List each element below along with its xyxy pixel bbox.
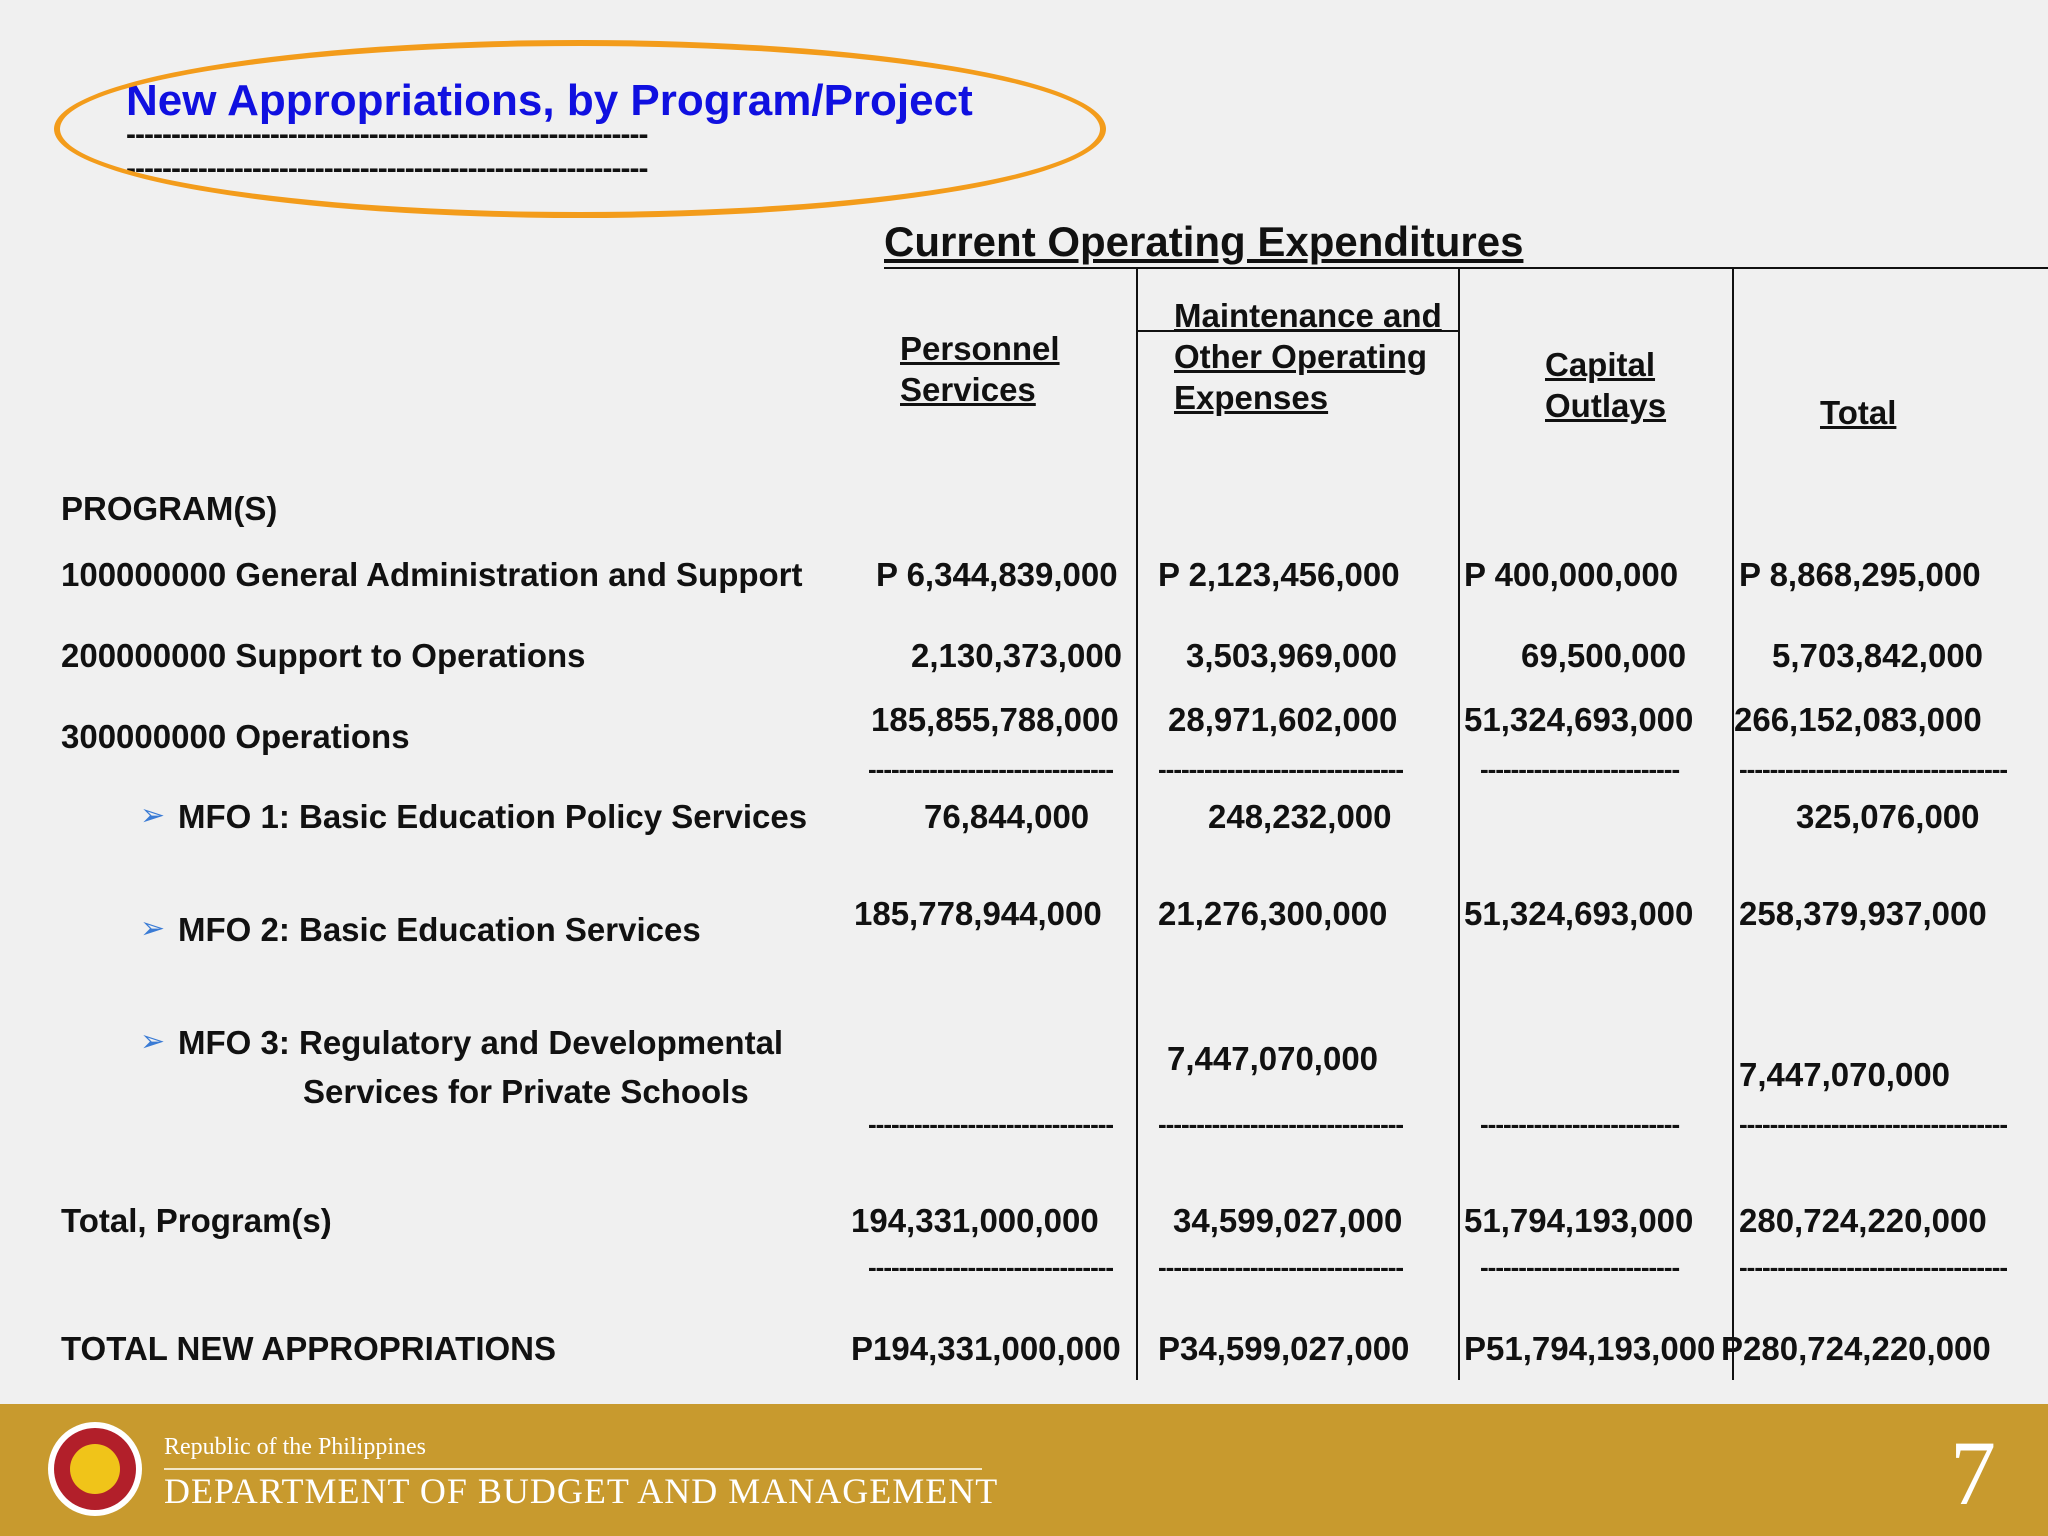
- cell-gas-mooe: P 2,123,456,000: [1158, 556, 1400, 593]
- cell-gas-ps: P 6,344,839,000: [876, 556, 1118, 593]
- subtotal-dashes-mooe: --------------------------------: [1158, 1252, 1404, 1282]
- subtotal-dashes-total: -----------------------------------: [1739, 1109, 2008, 1139]
- subtotal-dashes-ps: --------------------------------: [868, 1109, 1114, 1139]
- row-label-mfo3-line1: MFO 3: Regulatory and Developmental: [178, 1024, 784, 1061]
- highlight-ellipse: [54, 40, 1106, 218]
- page-number: 7: [1950, 1422, 1996, 1524]
- row-label-ops: 300000000 Operations: [61, 718, 410, 755]
- subtotal-dashes-mooe: --------------------------------: [1158, 1109, 1404, 1139]
- column-header-line: Personnel: [900, 330, 1060, 367]
- cell-mfo3-total: 7,447,070,000: [1739, 1056, 1951, 1093]
- row-label-mfo3-line2: Services for Private Schools: [303, 1073, 749, 1110]
- cell-mfo1-total: 325,076,000: [1796, 798, 1980, 835]
- slide-title: New Appropriations, by Program/Project: [126, 76, 973, 125]
- cell-total-programs-co: 51,794,193,000: [1464, 1202, 1694, 1239]
- row-label-mfo1: MFO 1: Basic Education Policy Services: [178, 798, 808, 835]
- cell-sto-co: 69,500,000: [1521, 637, 1687, 674]
- row-label-total-programs: Total, Program(s): [61, 1202, 332, 1239]
- column-header-line: Maintenance and: [1174, 297, 1442, 334]
- arrow-bullet-icon: ➢: [140, 1025, 166, 1058]
- cell-total-programs-ps: 194,331,000,000: [851, 1202, 1099, 1239]
- cell-sto-ps: 2,130,373,000: [911, 637, 1123, 674]
- cell-total-new-co: P51,794,193,000: [1464, 1330, 1716, 1367]
- cell-mfo2-mooe: 21,276,300,000: [1158, 895, 1388, 932]
- subtotal-dashes-total: -----------------------------------: [1739, 1252, 2008, 1282]
- current-operating-expenditures-heading: Current Operating Expenditures: [884, 218, 1524, 265]
- cell-total-new-total: P280,724,220,000: [1721, 1330, 1991, 1367]
- cell-sto-total: 5,703,842,000: [1772, 637, 1984, 674]
- arrow-bullet-icon: ➢: [140, 912, 166, 945]
- subtotal-dashes-ps: --------------------------------: [868, 754, 1114, 784]
- title-dash-line-2: ----------------------------------------------------------: [126, 152, 648, 185]
- column-header-line: Services: [900, 371, 1036, 408]
- cell-gas-total: P 8,868,295,000: [1739, 556, 1981, 593]
- column-header-line: Other Operating: [1174, 338, 1428, 375]
- cell-ops-total: 266,152,083,000: [1734, 701, 1982, 738]
- cell-ops-co: 51,324,693,000: [1464, 701, 1694, 738]
- cell-gas-co: P 400,000,000: [1464, 556, 1679, 593]
- cell-ops-ps: 185,855,788,000: [871, 701, 1119, 738]
- row-label-gas: 100000000 General Administration and Support: [61, 556, 803, 593]
- footer-department-text: DEPARTMENT OF BUDGET AND MANAGEMENT: [164, 1471, 999, 1511]
- column-header-capital-outlays: [1545, 344, 1666, 426]
- subtotal-dashes-ps: --------------------------------: [868, 1252, 1114, 1282]
- column-header-mooe: [1174, 295, 1442, 418]
- title-dash-line-1: ----------------------------------------------------------: [126, 118, 648, 151]
- column-divider-2: [1458, 268, 1460, 1380]
- column-header-personnel-services: [900, 328, 1060, 410]
- cell-mfo2-total: 258,379,937,000: [1739, 895, 1987, 932]
- cell-total-programs-total: 280,724,220,000: [1739, 1202, 1987, 1239]
- cell-total-new-ps: P194,331,000,000: [851, 1330, 1121, 1367]
- footer-republic-text: Republic of the Philippines: [164, 1434, 426, 1460]
- column-header-line: Expenses: [1174, 379, 1329, 416]
- cell-mfo2-ps: 185,778,944,000: [854, 895, 1102, 932]
- column-divider-1: [1136, 268, 1138, 1380]
- subtotal-dashes-co: --------------------------: [1480, 1252, 1680, 1282]
- header-rule: [884, 267, 2048, 269]
- subtotal-dashes-total: -----------------------------------: [1739, 754, 2008, 784]
- column-header-line: Outlays: [1545, 387, 1667, 424]
- row-label-mfo2: MFO 2: Basic Education Services: [178, 911, 701, 948]
- subtotal-dashes-co: --------------------------: [1480, 754, 1680, 784]
- subtotal-dashes-mooe: --------------------------------: [1158, 754, 1404, 784]
- programs-label: PROGRAM(S): [61, 490, 278, 527]
- cell-mfo1-mooe: 248,232,000: [1208, 798, 1392, 835]
- cell-total-programs-mooe: 34,599,027,000: [1173, 1202, 1403, 1239]
- column-header-total: Total: [1820, 394, 1897, 431]
- column-header-line: Capital: [1545, 346, 1656, 383]
- cell-sto-mooe: 3,503,969,000: [1186, 637, 1398, 674]
- dbm-seal-icon: [48, 1422, 142, 1516]
- cell-mfo2-co: 51,324,693,000: [1464, 895, 1694, 932]
- row-label-total-new-appropriations: TOTAL NEW APPROPRIATIONS: [61, 1330, 557, 1367]
- cell-total-new-mooe: P34,599,027,000: [1158, 1330, 1410, 1367]
- cell-mfo3-mooe: 7,447,070,000: [1167, 1040, 1379, 1077]
- cell-mfo1-ps: 76,844,000: [924, 798, 1090, 835]
- subtotal-dashes-co: --------------------------: [1480, 1109, 1680, 1139]
- column-divider-3: [1732, 268, 1734, 1380]
- cell-ops-mooe: 28,971,602,000: [1168, 701, 1398, 738]
- row-label-sto: 200000000 Support to Operations: [61, 637, 586, 674]
- arrow-bullet-icon: ➢: [140, 799, 166, 832]
